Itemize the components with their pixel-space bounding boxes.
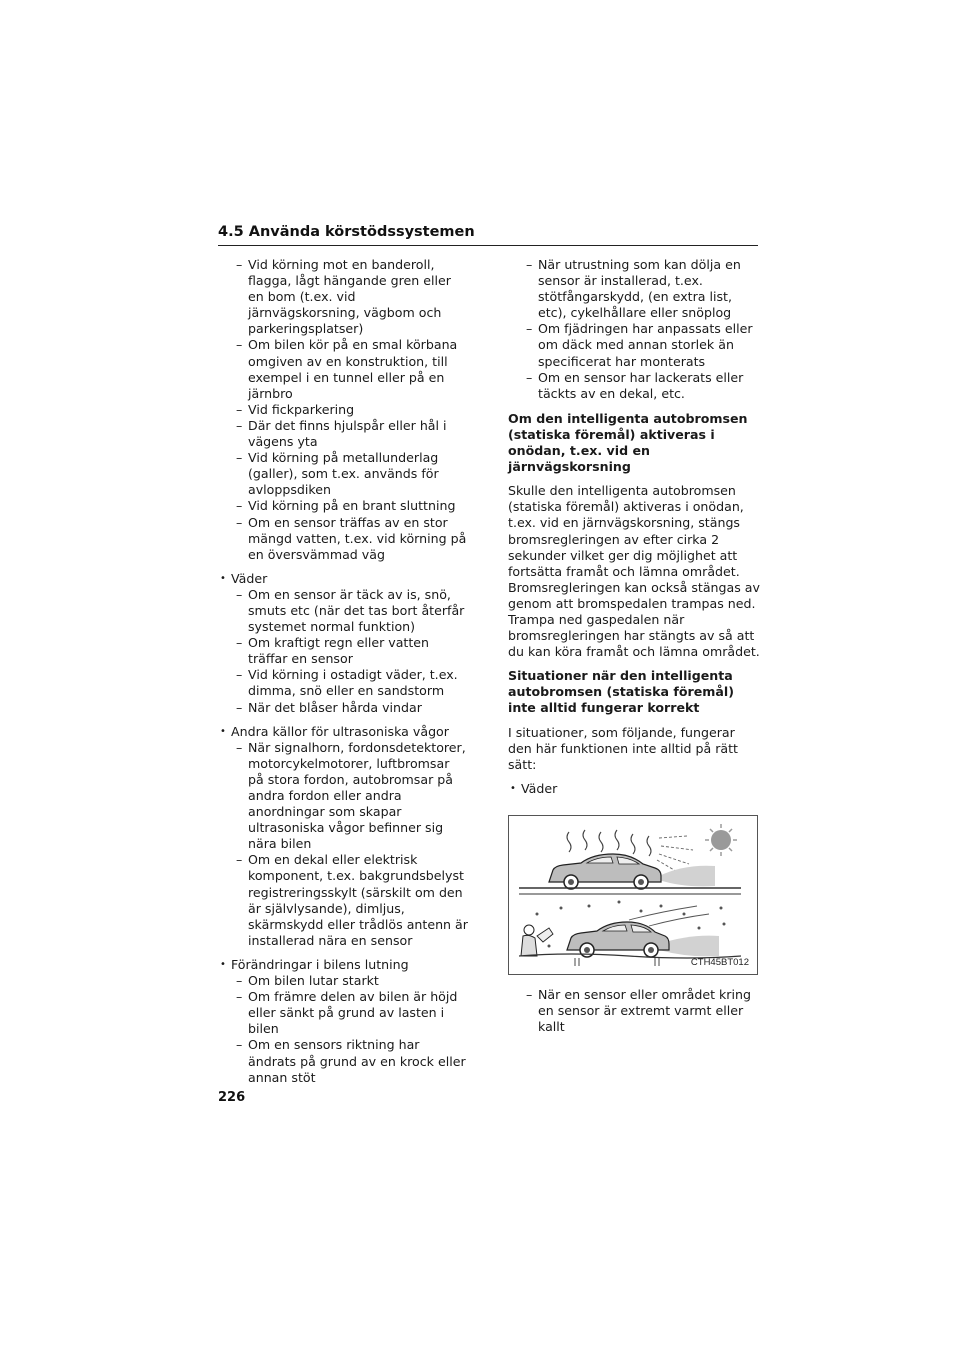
list-item: – Där det finns hjulspår eller hål i vägens yta — [218, 418, 468, 450]
car-icon — [549, 854, 661, 889]
list-item: – Vid körning på metallunderlag (galler), som t.ex. används för avloppsdiken — [218, 450, 468, 498]
list-item: – När signalhorn, fordonsdetektorer, motorcykelmotorer, luftbromsar på stora fordon, autobromsar på andra fordon eller andra anordningar som skapar ultrasoniska vågor befinner sig nära bilen — [218, 740, 468, 853]
list-item: – Om kraftigt regn eller vatten träffar en sensor — [218, 635, 468, 667]
list-item: – Om en sensors riktning har ändrats på grund av en krock eller annan stöt — [218, 1037, 468, 1085]
left-column — [218, 257, 468, 1086]
paragraph-unnecessary-activation: Skulle den intelligenta autobromsen (statiska föremål) aktiveras i onödan, t.ex. vid en järnvägskorsning, stängs bromsregleringen av efter cirka 2 sekunder vilket ger dig möjlighet att fortsätta framåt och lämna området. Bromsregleringen kan också stängas av genom att bromspedalen trampas ned. Trampa ned gaspedalen när bromsregleringen har stängts av så att du kan köra framåt och lämna området. — [508, 483, 760, 660]
illustration-svg — [509, 816, 759, 976]
list-item: – Om en sensor träffas av en stor mängd vatten, t.ex. vid körning på en översvämmad väg — [218, 515, 468, 563]
list-item: – Vid körning i ostadigt väder, t.ex. dimma, snö eller en sandstorm — [218, 667, 468, 699]
page-number: 226 — [218, 1090, 246, 1105]
list-item: – Vid körning mot en banderoll, flagga, lågt hängande gren eller en bom (t.ex. vid järnvägskorsning, vägbom och parkeringsplatser) — [218, 257, 468, 337]
section-title: 4.5 Använda körstödssystemen — [218, 224, 758, 246]
list-item: – När en sensor eller området kring en sensor är extremt varmt eller kallt — [508, 987, 760, 1035]
right-column — [508, 257, 760, 1035]
person-icon — [521, 925, 553, 956]
list-item: – Om en dekal eller elektrisk komponent, t.ex. bakgrundsbelyst registreringsskylt (särskilt om den är självlysande), dimljus, skärmskydd eller trådlös antenn är installerad nära en sensor — [218, 852, 468, 949]
car-icon — [567, 922, 669, 957]
list-item: – Om bilen lutar starkt — [218, 973, 468, 989]
bullet-tilt — [218, 957, 468, 1086]
list-item: – Om en sensor är täck av is, snö, smuts etc (när det tas bort återfår systemet normal funktion) — [218, 587, 468, 635]
weather-illustration — [508, 815, 758, 975]
heading-not-working: Situationer när den intelligenta autobromsen (statiska föremål) inte alltid fungerar korrekt — [508, 668, 734, 716]
bullet-label: • Väder — [231, 570, 268, 586]
figure-code: CTH45BT012 — [690, 956, 749, 968]
list-item: – När det blåser hårda vindar — [218, 700, 468, 716]
list-item: – När utrustning som kan dölja en sensor är installerad, t.ex. stötfångarskydd, (en extra list, etc), cykelhållare eller snöplog — [508, 257, 760, 321]
list-item: – Om bilen kör på en smal körbana omgiven av en konstruktion, till exempel i en tunnel eller på en järnbro — [218, 337, 468, 401]
bullet-weather-right: • Väder — [508, 781, 760, 797]
list-item: – Om främre delen av bilen är höjd eller sänkt på grund av lasten i bilen — [218, 989, 468, 1037]
sun-icon — [705, 824, 737, 856]
list-item: – Om fjädringen har anpassats eller om däck med annan storlek än specificerat har monterats — [508, 321, 760, 369]
bullet-weather — [218, 571, 468, 716]
heading-unnecessary-activation: Om den intelligenta autobromsen (statiska föremål) aktiveras i onödan, t.ex. vid en järnvägskorsning — [508, 410, 748, 475]
bullet-ultrasonic — [218, 724, 468, 949]
bullet-label: • Förändringar i bilens lutning — [231, 956, 409, 972]
list-item: – Vid körning på en brant sluttning — [218, 498, 468, 514]
paragraph-situations: I situationer, som följande, fungerar den här funktionen inte alltid på rätt sätt: — [508, 724, 738, 772]
list-item: – Vid fickparkering — [218, 402, 468, 418]
bullet-label: • Andra källor för ultrasoniska vågor — [231, 723, 449, 739]
list-item: – Om en sensor har lackerats eller täckts av en dekal, etc. — [508, 370, 760, 402]
